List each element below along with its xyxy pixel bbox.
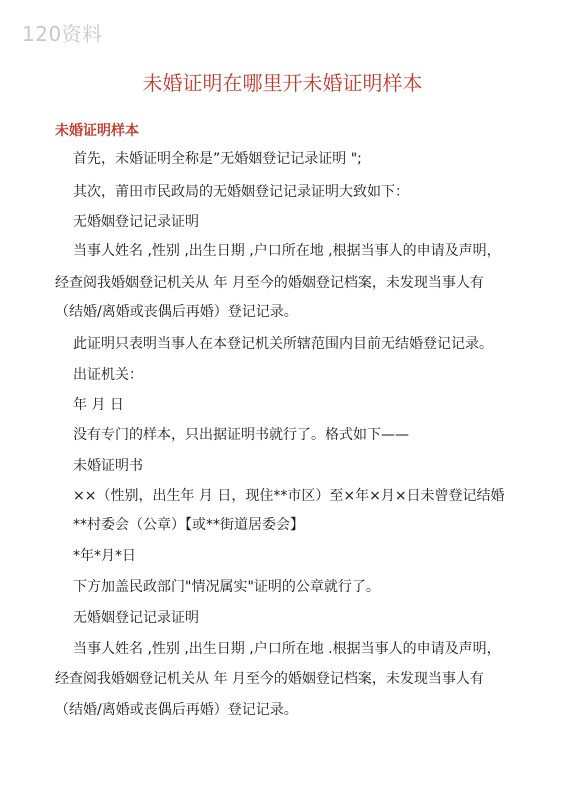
paragraph-line: 下方加盖民政部门"情况属实"证明的公章就行了。 <box>73 579 380 595</box>
paragraph-line: 此证明只表明当事人在本登记机关所辖范围内目前无结婚登记记录。 <box>73 336 493 352</box>
paragraph-line: 首先，未婚证明全称是”无婚姻登记记录证明 "; <box>73 151 362 167</box>
paragraph-line: 当事人姓名 ,性别 ,出生日期 ,户口所在地 ,根据当事人的申请及声明， <box>73 243 501 259</box>
paragraph-line: （结婚/离婚或丧偶后再婚）登记记录。 <box>55 304 298 320</box>
paragraph-line: 经查阅我婚姻登记机关从 年 月至今的婚姻登记档案，未发现当事人有 <box>55 275 484 291</box>
paragraph-line: *年*月*日 <box>73 548 136 564</box>
paragraph-line: 无婚姻登记记录证明 <box>73 214 199 230</box>
section-heading: 未婚证明样本 <box>55 123 139 139</box>
watermark: 120资料 <box>22 22 103 46</box>
paragraph-line: 没有专门的样本，只出据证明书就行了。格式如下—— <box>73 427 409 443</box>
paragraph-line: 未婚证明书 <box>73 458 143 474</box>
paragraph-line: ××（性别，出生年 月 日，现住**市区）至×年×月×日未曾登记结婚 <box>73 488 505 504</box>
paragraph-line: 年 月 日 <box>73 397 124 413</box>
paragraph-line: 出证机关： <box>73 367 143 383</box>
paragraph-line: 无婚姻登记记录证明 <box>73 610 199 626</box>
document-title: 未婚证明在哪里开未婚证明样本 <box>142 71 423 95</box>
paragraph-line: （结婚/离婚或丧偶后再婚）登记记录。 <box>55 702 298 718</box>
paragraph-line: 经查阅我婚姻登记机关从 年 月至今的婚姻登记档案，未发现当事人有 <box>55 671 484 687</box>
paragraph-line: 当事人姓名 ,性别 ,出生日期 ,户口所在地 .根据当事人的申请及声明， <box>73 641 501 657</box>
paragraph-line: 其次，莆田市民政局的无婚姻登记记录证明大致如下： <box>73 184 409 200</box>
paragraph-line: **村委会（公章）【或**街道居委会】 <box>73 517 304 533</box>
